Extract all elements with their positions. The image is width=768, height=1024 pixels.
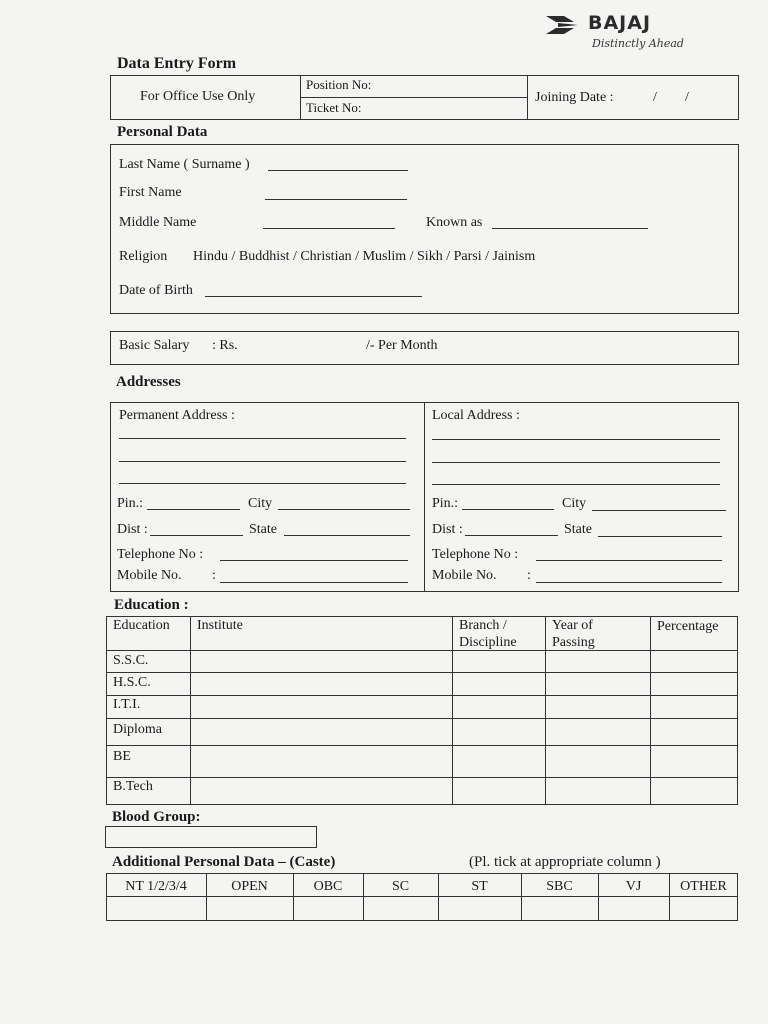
local-address-line-3[interactable] — [432, 484, 720, 485]
addresses-heading: Addresses — [116, 374, 181, 390]
caste-col-nt: NT 1/2/3/4 — [125, 879, 187, 894]
local-state-field[interactable] — [598, 536, 722, 537]
first-name-field[interactable] — [265, 199, 407, 200]
known-as-field[interactable] — [492, 228, 648, 229]
permanent-address-label: Permanent Address : — [119, 408, 235, 423]
caste-col-st: ST — [471, 879, 488, 894]
caste-tick-nt[interactable] — [107, 897, 205, 920]
edu-row-diploma: Diploma — [113, 722, 162, 737]
local-state-label: State — [564, 522, 592, 537]
local-pin-label: Pin.: — [432, 496, 459, 511]
middle-name-label: Middle Name — [119, 215, 197, 230]
permanent-dist-label: Dist : — [117, 522, 148, 537]
permanent-pin-field[interactable] — [147, 509, 240, 510]
caste-heading: Additional Personal Data – (Caste) — [112, 854, 336, 870]
permanent-address-line-2[interactable] — [119, 461, 406, 462]
caste-tick-obc[interactable] — [294, 897, 362, 920]
edu-col-education: Education — [113, 618, 170, 633]
caste-tick-vj[interactable] — [599, 897, 668, 920]
edu-col-discipline: Discipline — [459, 635, 517, 650]
caste-tick-sc[interactable] — [364, 897, 437, 920]
last-name-label: Last Name ( Surname ) — [119, 157, 250, 172]
edu-col-year: Year of — [552, 618, 593, 633]
dob-field[interactable] — [205, 296, 422, 297]
permanent-mobile-label: Mobile No. — [117, 568, 182, 583]
permanent-address-line-3[interactable] — [119, 483, 406, 484]
caste-col-other: OTHER — [680, 879, 727, 894]
permanent-dist-field[interactable] — [150, 535, 243, 536]
permanent-state-label: State — [249, 522, 277, 537]
brand-tagline: Distinctly Ahead — [592, 37, 684, 50]
religion-label: Religion — [119, 249, 168, 264]
edu-col-institute: Institute — [197, 618, 243, 633]
caste-col-vj: VJ — [625, 879, 642, 894]
permanent-state-field[interactable] — [284, 535, 410, 536]
middle-name-field[interactable] — [263, 228, 395, 229]
caste-tick-other[interactable] — [670, 897, 737, 920]
permanent-city-field[interactable] — [278, 509, 410, 510]
dob-label: Date of Birth — [119, 283, 193, 298]
caste-col-sbc: SBC — [546, 879, 573, 894]
local-mobile-colon: : — [527, 568, 531, 583]
local-telephone-field[interactable] — [536, 560, 722, 561]
joining-date-label: Joining Date : — [535, 90, 614, 105]
permanent-telephone-field[interactable] — [220, 560, 408, 561]
caste-col-open: OPEN — [231, 879, 268, 894]
permanent-mobile-field[interactable] — [220, 582, 408, 583]
edu-row-be: BE — [113, 749, 131, 764]
edu-row-iti: I.T.I. — [113, 697, 141, 712]
first-name-label: First Name — [119, 185, 182, 200]
education-heading: Education : — [114, 597, 189, 613]
edu-col-branch: Branch / — [459, 618, 507, 633]
local-address-line-1[interactable] — [432, 439, 720, 440]
caste-tick-sbc[interactable] — [522, 897, 597, 920]
brand-logo — [540, 10, 700, 54]
last-name-field[interactable] — [268, 170, 408, 171]
permanent-telephone-label: Telephone No : — [117, 547, 204, 562]
known-as-label: Known as — [426, 215, 483, 230]
edu-row-ssc: S.S.C. — [113, 653, 149, 668]
local-dist-field[interactable] — [465, 535, 558, 536]
brand-name: BAJAJ — [588, 12, 652, 34]
local-mobile-field[interactable] — [536, 582, 722, 583]
permanent-city-label: City — [248, 496, 273, 511]
permanent-address-line-1[interactable] — [119, 438, 406, 439]
salary-per-month: /- Per Month — [366, 338, 438, 353]
edu-col-passing: Passing — [552, 635, 595, 650]
caste-tick-open[interactable] — [207, 897, 292, 920]
caste-col-obc: OBC — [313, 879, 343, 894]
office-use-label: For Office Use Only — [140, 89, 256, 104]
blood-group-heading: Blood Group: — [112, 809, 201, 825]
ticket-no-label: Ticket No: — [306, 100, 362, 115]
bajaj-emblem-icon — [544, 14, 580, 36]
joining-date-sep-1: / — [653, 90, 657, 105]
edu-col-percentage: Percentage — [657, 619, 719, 634]
local-city-field[interactable] — [592, 510, 726, 511]
local-telephone-label: Telephone No : — [432, 547, 519, 562]
edu-row-btech: B.Tech — [113, 779, 153, 794]
permanent-pin-label: Pin.: — [117, 496, 144, 511]
salary-rs: : Rs. — [212, 338, 238, 353]
salary-label: Basic Salary — [119, 338, 190, 353]
personal-data-heading: Personal Data — [117, 124, 208, 140]
permanent-mobile-colon: : — [212, 568, 216, 583]
blood-group-field[interactable] — [105, 826, 317, 848]
edu-row-hsc: H.S.C. — [113, 675, 151, 690]
joining-date-sep-2: / — [685, 90, 689, 105]
local-dist-label: Dist : — [432, 522, 463, 537]
local-pin-field[interactable] — [462, 509, 554, 510]
local-address-label: Local Address : — [432, 408, 520, 423]
position-no-label: Position No: — [306, 77, 372, 92]
caste-col-sc: SC — [391, 879, 410, 894]
local-city-label: City — [562, 496, 587, 511]
caste-tick-st[interactable] — [439, 897, 520, 920]
local-mobile-label: Mobile No. — [432, 568, 497, 583]
caste-note: (Pl. tick at appropriate column ) — [469, 854, 661, 870]
religion-options[interactable]: Hindu / Buddhist / Christian / Muslim / Sikh / Parsi / Jainism — [193, 249, 536, 264]
form-title: Data Entry Form — [117, 55, 237, 72]
local-address-line-2[interactable] — [432, 462, 720, 463]
